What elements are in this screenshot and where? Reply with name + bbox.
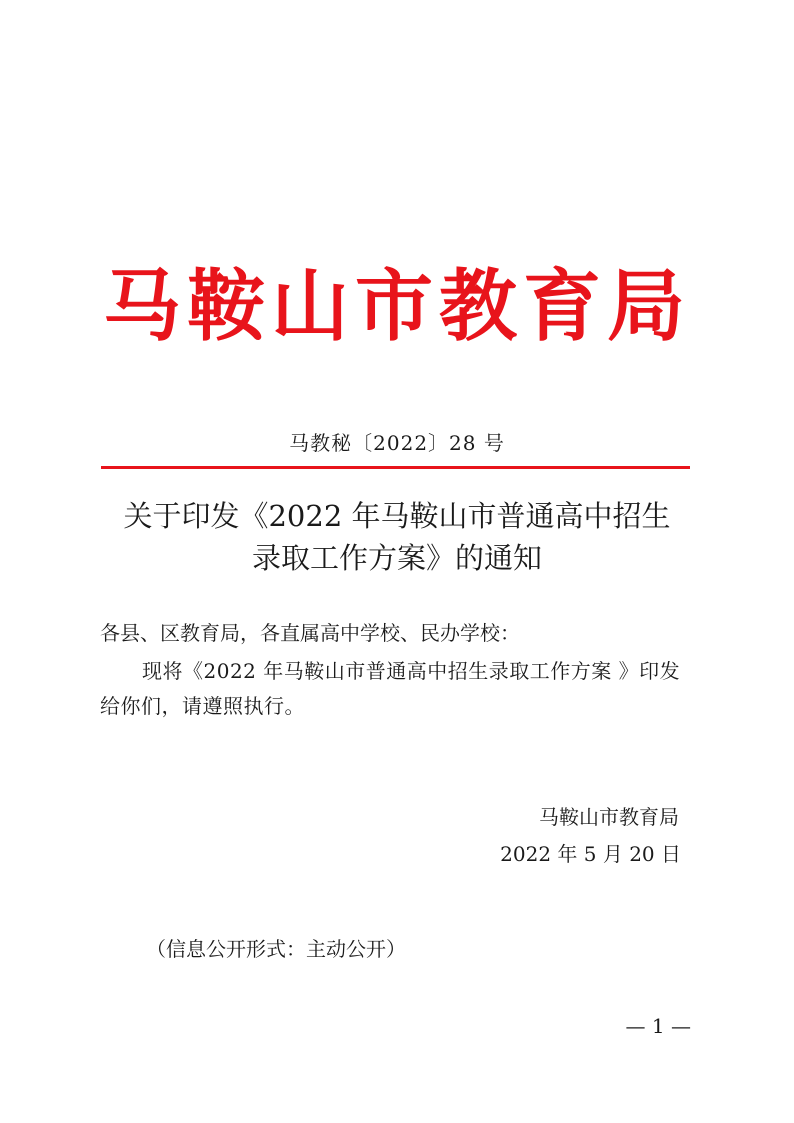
title-line-2: 录取工作方案》的通知 [251,541,542,575]
document-number: 马教秘〔2022〕28 号 [289,431,505,455]
issuing-authority-header: 马鞍山市教育局 [102,262,691,352]
salutation: 各县、区教育局，各直属高中学校、民办学校： [100,621,520,645]
disclosure-note: （信息公开形式：主动公开） [146,937,406,961]
page-number: — 1 — [625,1014,691,1038]
title-line-1: 关于印发《2022 年马鞍山市普通高中招生 [123,499,671,533]
body-text-line-2: 给你们，请遵照执行。 [100,694,305,718]
red-divider-rule [101,466,690,469]
signature-date: 2022 年 5 月 20 日 [500,842,681,866]
document-title [60,495,734,579]
signature-organization: 马鞍山市教育局 [539,805,679,829]
body-text-line-1: 现将《2022 年马鞍山市普通高中招生录取工作方案 》印发 [142,659,681,683]
